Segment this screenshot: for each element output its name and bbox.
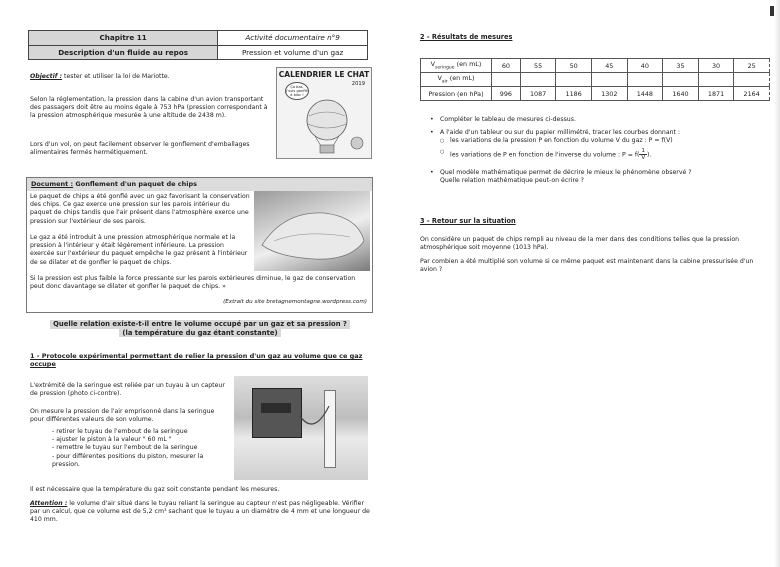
table-cell: 60: [492, 59, 521, 73]
table-cell: 2164: [734, 87, 770, 101]
tube-icon: [234, 376, 368, 480]
table-cell: 1871: [698, 87, 734, 101]
model-question-line-1: Quel modèle mathématique permet de décrire le mieux le phénomène observé ?: [440, 168, 692, 176]
table-cell: 996: [492, 87, 521, 101]
protocol-heading: [30, 352, 370, 368]
objective-label: Objectif :: [30, 73, 63, 80]
document-box: [26, 177, 373, 313]
table-cell: 40: [627, 59, 663, 73]
table-cell: 1448: [627, 87, 663, 101]
table-cell: [698, 73, 734, 87]
table-cell: [734, 73, 770, 87]
back-paragraph-2: Par combien a été multiplié son volume si ce même paquet est maintenant dans la cabine pressurisée d'un avion ?: [420, 258, 754, 274]
fraction-one-over-v: [639, 148, 647, 161]
fraction-numerator: 1: [641, 147, 645, 154]
document-source: (Extrait du site bretagnemontagne.wordpress.com): [223, 299, 367, 305]
objective-text: tester et utiliser la loi de Mariotte.: [62, 73, 170, 80]
table-cell: 1640: [663, 87, 699, 101]
protocol-heading-line-1: 1 - Protocole expérimental permettant de relier la pression d'un gaz au volume que ce gaz: [30, 352, 363, 360]
table-cell: 50: [556, 59, 592, 73]
protocol-steps: [52, 428, 232, 469]
results-heading: 2 - Résultats de mesures: [420, 33, 513, 41]
key-question-line-1: Quelle relation existe-t-il entre le volume occupé par un gaz et sa pression ?: [50, 320, 350, 329]
table-row: [421, 59, 770, 73]
table-cell: [492, 73, 521, 87]
table-cell: 55: [520, 59, 556, 73]
inverse-v-close: ).: [646, 151, 652, 159]
attention-text: le volume d'air situé dans le tuyau reliant la seringue au capteur n'est pas négligeable. Vérifier par un calcul, que ce volume est de 5,2 cm³ sachant que le tuyau a un diamètre de 4 mm et une longueur de 410 mm.: [30, 500, 370, 524]
instruction-complete-table: • Compléter le tableau de mesures ci-dessus.: [430, 116, 760, 124]
table-cell: 1087: [520, 87, 556, 101]
measurements-table: [420, 58, 770, 101]
protocol-paragraph-2: On mesure la pression de l'air emprisonné dans la seringue pour différentes valeurs de son volume.: [30, 408, 215, 424]
row-label-air-volume: $V_{air}$ (en mL): [421, 73, 492, 87]
table-cell: [556, 73, 592, 87]
model-question-line-2: Quelle relation mathématique peut-on écrire ?: [440, 176, 584, 184]
fraction-denominator: V: [641, 154, 646, 161]
scan-corner-mark: [770, 6, 774, 16]
calendar-title: CALENDRIER LE CHAT: [278, 70, 370, 79]
chapter-cell: Chapitre 11: [29, 31, 218, 46]
table-cell: [663, 73, 699, 87]
protocol-step: - ajuster le piston à la valeur " 60 mL ": [52, 436, 172, 444]
instruction-plot-p-v: ○ les variations de la pression P en fonction du volume V du gaz : P = f(V): [440, 137, 760, 145]
document-paragraph-3: Si la pression est plus faible la force pressante sur les parois extérieures diminue, le gaz de conservation peut donc davantage se dilater et gonfler le paquet de chips. »: [30, 275, 356, 291]
document-heading: [27, 178, 372, 191]
instruction-plot-text: A l'aide d'un tableur ou sur du papier millimétré, tracer les courbes donnant :: [440, 129, 681, 137]
balloon-cat-icon: [277, 98, 371, 158]
document-paragraph-2: Le gaz a été introduit à une pression atmosphérique normale et la pression à l'intérieur y était légèrement inférieure. La pression exercée sur l'extérieur du paquet empêche le gaz présent à l'intérieur de se dilater et de gonfler le paquet de chips.: [30, 234, 248, 266]
protocol-paragraph-3: Il est nécessaire que la température du gaz soit constante pendant les mesures.: [30, 486, 280, 493]
instruction-plot-curves: [430, 129, 760, 160]
instruction-plot-p-inverse-v: [440, 148, 760, 161]
table-cell: [520, 73, 556, 87]
table-cell: 1186: [556, 87, 592, 101]
row-label-pressure: Pression (en hPa): [421, 87, 492, 101]
table-cell: 45: [591, 59, 627, 73]
topic-cell: Description d'un fluide au repos: [29, 45, 218, 60]
table-cell: [591, 73, 627, 87]
protocol-heading-line-2: occupe: [30, 360, 56, 369]
results-instructions: [430, 116, 760, 185]
speech-bubble: Ça bas, j'suis gonflé à bloc !: [285, 82, 309, 100]
objective: [30, 73, 270, 81]
table-cell: 25: [734, 59, 770, 73]
activity-cell: Activité documentaire n°9: [218, 31, 368, 46]
protocol-step: - pour différentes positions du piston, mesurer la pression.: [52, 452, 204, 468]
calendar-cartoon-image: [276, 67, 372, 159]
table-cell: 35: [663, 59, 699, 73]
intro-paragraph-2: Lors d'un vol, on peut facilement observer le gonflement d'emballages alimentaires fermés hermétiquement.: [30, 141, 250, 157]
chips-bag-photo: [254, 191, 370, 271]
protocol-paragraph-1: L'extrémité de la seringue est reliée par un tuyau à un capteur de pression (photo ci-contre).: [30, 382, 225, 398]
document-label: Document :: [31, 180, 74, 188]
chips-bag-icon: [254, 191, 370, 271]
calendar-year: 2019: [351, 81, 365, 87]
attention-label: Attention :: [30, 500, 68, 507]
table-row: [421, 73, 770, 87]
row-label-syringe-volume: $V_{seringue}$ (en mL): [421, 59, 492, 73]
subtitle-cell: Pression et volume d'un gaz: [218, 45, 368, 60]
intro-paragraph-1: Selon la réglementation, la pression dans la cabine d'un avion transportant des passagers doit être au moins égale à 753 hPa (pression correspondant à la pression atmosphérique mesurée à une altitude de 2438 m).: [30, 96, 268, 120]
key-question: [30, 320, 370, 342]
document-title: Gonflement d'un paquet de chips: [73, 180, 198, 188]
instruction-model-question: [430, 169, 760, 185]
table-cell: [627, 73, 663, 87]
table-row: [421, 87, 770, 101]
protocol-step: - retirer le tuyau de l'embout de la seringue: [52, 428, 188, 435]
table-cell: 1302: [591, 87, 627, 101]
key-question-line-2: (la température du gaz étant constante): [119, 329, 280, 338]
header-table: [28, 30, 368, 60]
back-to-situation-heading: 3 - Retour sur la situation: [420, 217, 516, 225]
table-cell: 30: [698, 59, 734, 73]
scan-edge: [774, 0, 780, 567]
attention-paragraph: [30, 500, 375, 525]
inverse-v-text: les variations de P en fonction de l'inverse du volume : P = f(: [450, 151, 640, 159]
back-paragraph-1: On considère un paquet de chips rempli au niveau de la mer dans des conditions telles que la pression atmosphérique soit moyenne (1013 hPa).: [420, 236, 740, 252]
protocol-step: - remettre le tuyau sur l'embout de la seringue: [52, 444, 198, 452]
pressure-sensor-photo: [234, 376, 368, 480]
document-paragraph-1: Le paquet de chips a été gonflé avec un gaz favorisant la conservation des chips. Ce gaz exerce une pression sur les parois intérieur du paquet de chips tandis que l'air présent dans l'atmosphère exerce une pression sur l'extérieur de ses parois.: [30, 193, 250, 225]
